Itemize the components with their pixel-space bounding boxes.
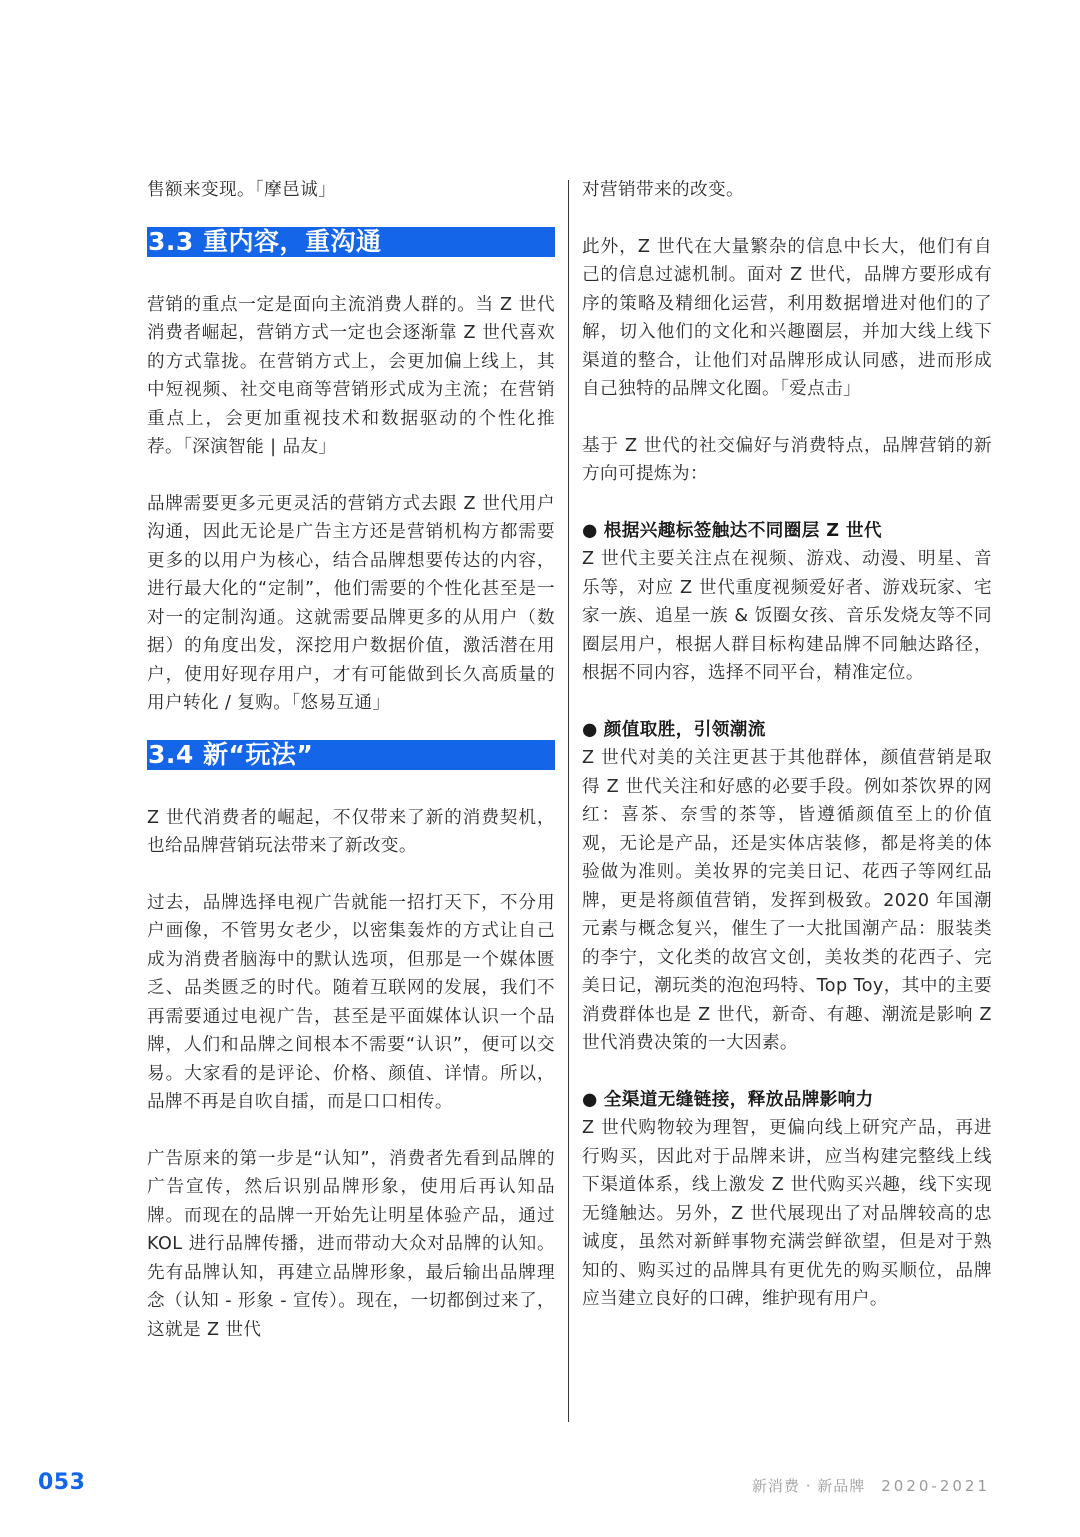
bullet-block — [582, 716, 992, 1058]
page-number: 053 — [38, 1470, 86, 1495]
column-divider — [568, 180, 569, 1422]
bullet-block — [582, 517, 992, 688]
bullet-body: Z 世代对美的关注更甚于其他群体，颜值营销是取得 Z 世代关注和好感的必要手段。例如茶饮界的网红：喜茶、奈雪的茶等，皆遵循颜值至上的价值观，无论是产品，还是实体店装修，都是将美的体验做为准则。美妆界的完美日记、花西子等网红品牌，更是将颜值营销，发挥到极致。2020 年国潮元素与概念复兴，催生了一大批国潮产品：服装类的李宁，文化类的故宫文创，美妆类的花西子、完美日记，潮玩类的泡泡玛特、Top Toy，其中的主要消费群体也是 Z 世代，新奇、有趣、潮流是影响 Z 世代消费决策的一大因素。 — [582, 748, 992, 1053]
section-heading-3-4: 3.4 新“玩法” — [147, 740, 555, 770]
right-column — [582, 176, 992, 1342]
publication-name: 新消费 · 新品牌 — [751, 1477, 866, 1495]
paragraph: 基于 Z 世代的社交偏好与消费特点，品牌营销的新方向可提炼为： — [582, 435, 992, 484]
intro-paragraph: 售额来变现。「摩邑诚」 — [147, 180, 337, 200]
bullet-dot-icon: ● — [582, 719, 598, 740]
bullet-title — [582, 716, 992, 745]
left-column — [147, 176, 555, 1344]
bullet-block — [582, 1086, 992, 1314]
bullet-dot-icon: ● — [582, 520, 598, 541]
bullet-body: Z 世代购物较为理智，更偏向线上研究产品，再进行购买，因此对于品牌来讲，应当构建完整线上线下渠道体系，线上激发 Z 世代购买兴趣，线下实现无缝触达。另外，Z 世代展现出了对品牌较高的忠诚度，虽然对新鲜事物充满尝鲜欲望，但是对于熟知的、购买过的品牌具有更优先的购买顺位，品牌应当建立良好的口碑，维护现有用户。 — [582, 1118, 992, 1309]
paragraph: 广告原来的第一步是“认知”，消费者先看到品牌的广告宣传，然后识别品牌形象，使用后再认知品牌。而现在的品牌一开始先让明星体验产品，通过 KOL 进行品牌传播，进而带动大众对品牌的认知。先有品牌认知，再建立品牌形象，最后输出品牌理念（认知 - 形象 - 宣传）。现在，一切都倒过来了，这就是 Z 世代 — [147, 1148, 555, 1340]
bullet-title-text: 颜值取胜，引领潮流 — [603, 719, 766, 740]
paragraph: 品牌需要更多元更灵活的营销方式去跟 Z 世代用户沟通，因此无论是广告主方还是营销机构方都需要更多的以用户为核心，结合品牌想要传达的内容，进行最大化的“定制”，他们需要的个性化甚至是一对一的定制沟通。这就需要品牌更多的从用户（数据）的角度出发，深挖用户数据价值，激活潜在用户，使用好现存用户，才有可能做到长久高质量的用户转化 / 复购。「悠易互通」 — [147, 493, 555, 713]
paragraph: 对营销带来的改变。 — [582, 180, 744, 200]
publication-year: 2020-2021 — [881, 1477, 990, 1495]
footer-publication — [752, 1475, 990, 1496]
paragraph: 营销的重点一定是面向主流消费人群的。当 Z 世代消费者崛起，营销方式一定也会逐渐靠 Z 世代喜欢的方式靠拢。在营销方式上，会更加偏上线上，其中短视频、社交电商等营销形式成为主流；在营销重点上，会更加重视技术和数据驱动的个性化推荐。「深演智能 | 品友」 — [147, 294, 555, 457]
paragraph: 此外，Z 世代在大量繁杂的信息中长大，他们有自己的信息过滤机制。面对 Z 世代，品牌方要形成有序的策略及精细化运营，利用数据增进对他们的了解，切入他们的文化和兴趣圈层，并加大线上线下渠道的整合，让他们对品牌形成认同感，进而形成自己独特的品牌文化圈。「爱点击」 — [582, 236, 992, 399]
paragraph: Z 世代消费者的崛起，不仅带来了新的消费契机，也给品牌营销玩法带来了新改变。 — [147, 807, 555, 856]
paragraph: 过去，品牌选择电视广告就能一招打天下，不分用户画像，不管男女老少，以密集轰炸的方式让自己成为消费者脑海中的默认选项，但那是一个媒体匮乏、品类匮乏的时代。随着互联网的发展，我们不再需要通过电视广告，甚至是平面媒体认识一个品牌，人们和品牌之间根本不需要“认识”，便可以交易。大家看的是评论、价格、颜值、详情。所以，品牌不再是自吹自擂，而是口口相传。 — [147, 892, 555, 1112]
bullet-body: Z 世代主要关注点在视频、游戏、动漫、明星、音乐等，对应 Z 世代重度视频爱好者、游戏玩家、宅家一族、追星一族 & 饭圈女孩、音乐发烧友等不同圈层用户，根据人群目标构建品牌不同触达路径，根据不同内容，选择不同平台，精准定位。 — [582, 549, 992, 683]
bullet-title — [582, 1086, 992, 1115]
bullet-title-text: 全渠道无缝链接，释放品牌影响力 — [603, 1089, 874, 1110]
section-heading-3-3: 3.3 重内容，重沟通 — [147, 227, 555, 257]
bullet-title — [582, 517, 992, 546]
bullet-title-text: 根据兴趣标签触达不同圈层 Z 世代 — [603, 520, 882, 541]
bullet-dot-icon: ● — [582, 1089, 598, 1110]
